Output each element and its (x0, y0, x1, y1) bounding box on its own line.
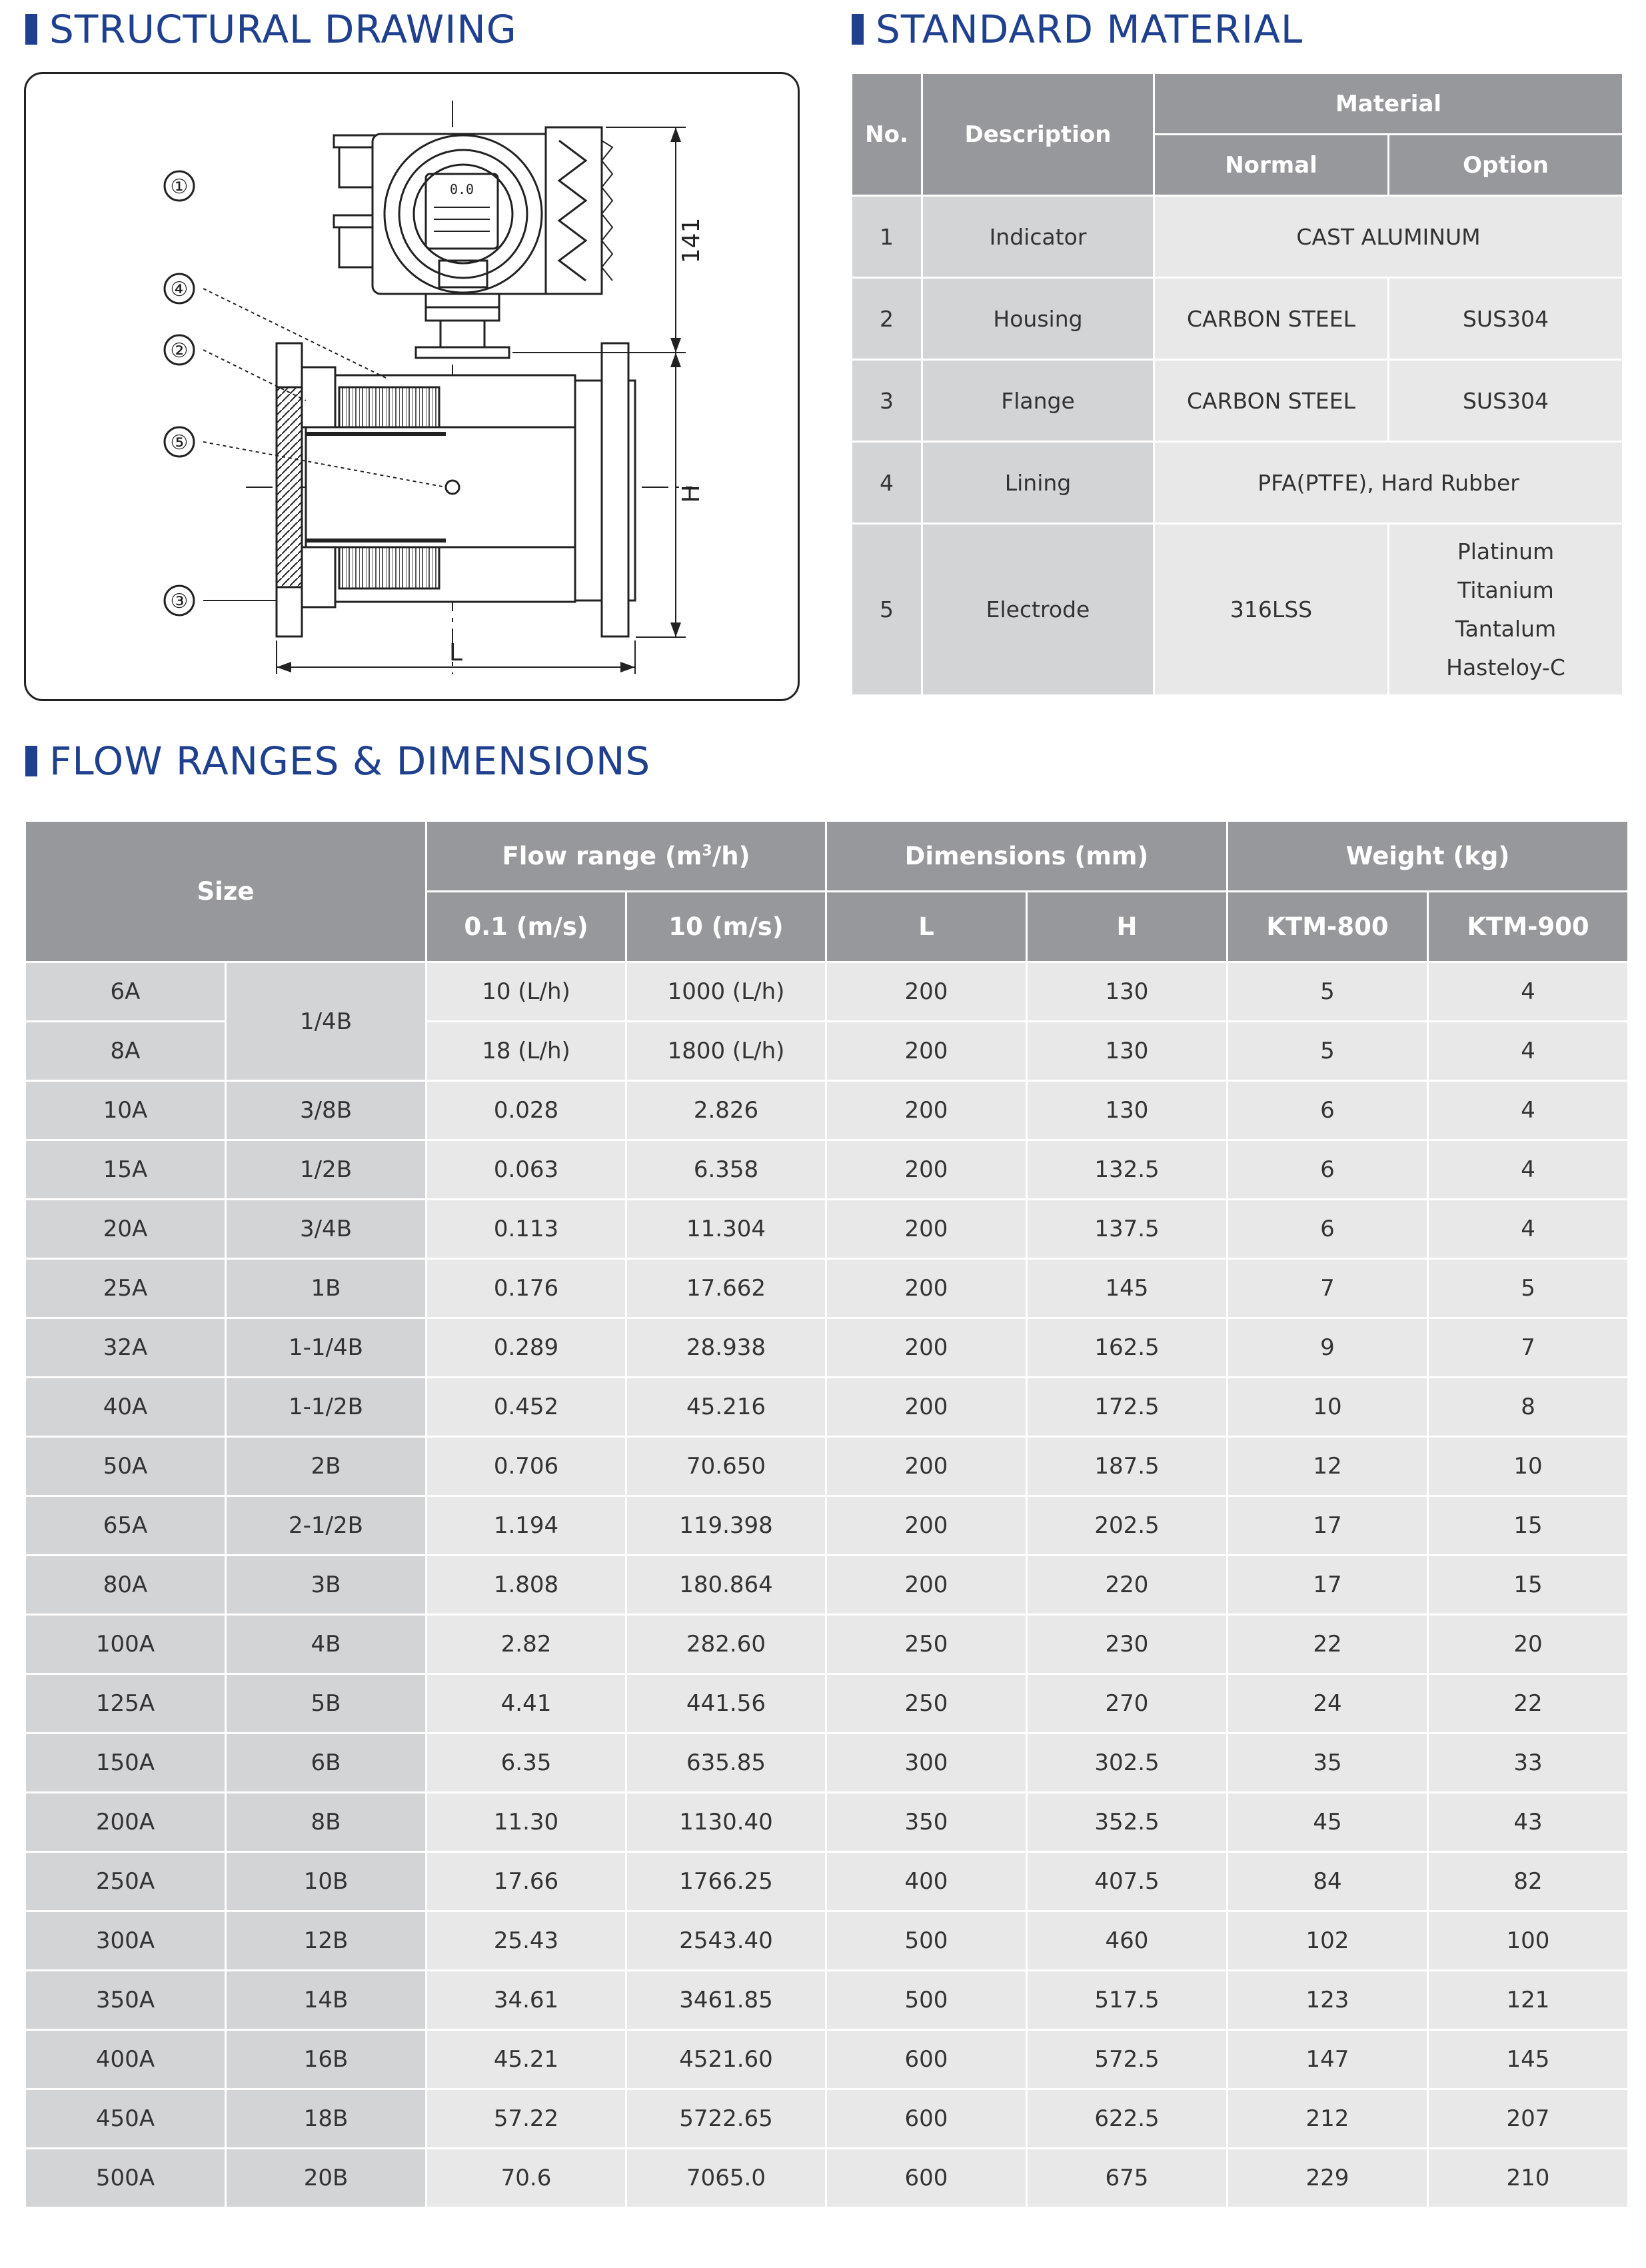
weight-ktm800-cell: 5 (1228, 1022, 1428, 1081)
weight-ktm900-cell: 4 (1428, 1200, 1629, 1259)
row-material: CAST ALUMINUM (1154, 196, 1623, 278)
dimension-h-cell: 172.5 (1027, 1378, 1228, 1437)
header-description: Description (922, 73, 1154, 196)
weight-ktm800-cell: 12 (1228, 1437, 1428, 1496)
size-a-cell: 250A (25, 1852, 226, 1911)
table-row (25, 1733, 1629, 1793)
dimension-h-cell: 352.5 (1027, 1793, 1228, 1852)
size-a-cell: 200A (25, 1793, 226, 1852)
size-b-cell: 4B (226, 1615, 426, 1674)
flow-10-cell: 1130.40 (626, 1793, 826, 1852)
table-row (25, 1615, 1629, 1674)
dimension-l-cell: 200 (826, 1081, 1027, 1140)
row-normal: 316LSS (1154, 524, 1389, 696)
table-row (25, 1556, 1629, 1615)
flow-01-cell: 2.82 (426, 1615, 626, 1674)
size-a-cell: 32A (25, 1318, 226, 1378)
flow-01-cell: 0.706 (426, 1437, 626, 1496)
dimension-l-cell: 200 (826, 1140, 1027, 1200)
row-no: 2 (852, 278, 922, 360)
size-a-cell: 150A (25, 1733, 226, 1793)
callout-2: ② (170, 339, 189, 363)
dimension-l-cell: 200 (826, 1378, 1027, 1437)
standard-material-table (850, 72, 1624, 696)
option-tantalum: Tantalum (1455, 615, 1557, 642)
size-b-cell: 3/8B (226, 1081, 426, 1140)
callout-5: ⑤ (170, 431, 189, 455)
dimension-l-cell: 250 (826, 1674, 1027, 1733)
weight-ktm800-cell: 45 (1228, 1793, 1428, 1852)
weight-ktm800-cell: 6 (1228, 1140, 1428, 1200)
size-a-cell: 350A (25, 1971, 226, 2030)
row-no: 4 (852, 442, 922, 524)
flow-10-cell: 17.662 (626, 1259, 826, 1318)
dimension-l: L (448, 639, 463, 666)
weight-ktm800-cell: 6 (1228, 1081, 1428, 1140)
row-description: Electrode (922, 524, 1154, 696)
dimension-h-cell: 130 (1027, 1022, 1228, 1081)
dimension-l-cell: 500 (826, 1911, 1027, 1971)
size-b-cell: 3B (226, 1556, 426, 1615)
weight-ktm800-cell: 229 (1228, 2149, 1428, 2208)
weight-ktm900-cell: 8 (1428, 1378, 1629, 1437)
row-option: SUS304 (1389, 278, 1623, 360)
table-row (25, 1911, 1629, 1971)
dimension-l-cell: 200 (826, 1556, 1027, 1615)
size-b-cell: 1B (226, 1259, 426, 1318)
table-row (25, 1852, 1629, 1911)
flow-01-cell: 18 (L/h) (426, 1022, 626, 1081)
size-b-cell: 1-1/2B (226, 1378, 426, 1437)
flow-10-cell: 1000 (L/h) (626, 962, 826, 1022)
header-dimensions: Dimensions (mm) (826, 821, 1228, 892)
flow-10-cell: 119.398 (626, 1496, 826, 1556)
dimension-h-cell: 517.5 (1027, 1971, 1228, 2030)
flow-10-cell: 45.216 (626, 1378, 826, 1437)
weight-ktm800-cell: 35 (1228, 1733, 1428, 1793)
size-b-cell: 6B (226, 1733, 426, 1793)
dimension-l-cell: 200 (826, 1437, 1027, 1496)
dimension-h: H (678, 485, 705, 503)
weight-ktm900-cell: 5 (1428, 1259, 1629, 1318)
size-a-cell: 40A (25, 1378, 226, 1437)
dimension-h-cell: 302.5 (1027, 1733, 1228, 1793)
flow-10-cell: 11.304 (626, 1200, 826, 1259)
weight-ktm800-cell: 24 (1228, 1674, 1428, 1733)
weight-ktm900-cell: 100 (1428, 1911, 1629, 1971)
dimension-141: 141 (678, 217, 705, 264)
table-row (25, 1971, 1629, 2030)
table-row (25, 1259, 1629, 1318)
dimension-l-cell: 200 (826, 1496, 1027, 1556)
row-description: Housing (922, 278, 1154, 360)
header-velocity-01: 0.1 (m/s) (426, 892, 626, 962)
row-description: Flange (922, 360, 1154, 442)
flow-01-cell: 0.113 (426, 1200, 626, 1259)
flow-10-cell: 28.938 (626, 1318, 826, 1378)
flow-10-cell: 7065.0 (626, 2149, 826, 2208)
dimension-h-cell: 230 (1027, 1615, 1228, 1674)
size-a-cell: 100A (25, 1615, 226, 1674)
dimension-l-cell: 200 (826, 1022, 1027, 1081)
flow-ranges-title-text: FLOW RANGES & DIMENSIONS (49, 738, 651, 784)
size-a-cell: 300A (25, 1911, 226, 1971)
weight-ktm800-cell: 147 (1228, 2030, 1428, 2089)
title-bar (852, 14, 864, 45)
row-description: Indicator (922, 196, 1154, 278)
flow-01-cell: 4.41 (426, 1674, 626, 1733)
dimension-l-cell: 400 (826, 1852, 1027, 1911)
flow-10-cell: 1800 (L/h) (626, 1022, 826, 1081)
weight-ktm900-cell: 210 (1428, 2149, 1629, 2208)
flow-01-cell: 17.66 (426, 1852, 626, 1911)
material-row (852, 360, 1623, 442)
flow-table-body (25, 962, 1629, 2208)
table-row (25, 1437, 1629, 1496)
callout-1: ① (170, 175, 189, 199)
dimension-l-cell: 200 (826, 962, 1027, 1022)
size-b-cell: 1/4B (226, 962, 426, 1081)
weight-ktm900-cell: 121 (1428, 1971, 1629, 2030)
flow-ranges-title (25, 738, 650, 784)
weight-ktm800-cell: 84 (1228, 1852, 1428, 1911)
flow-01-cell: 11.30 (426, 1793, 626, 1852)
header-ktm-900: KTM-900 (1428, 892, 1629, 962)
size-a-cell: 450A (25, 2089, 226, 2149)
row-normal: CARBON STEEL (1154, 278, 1389, 360)
weight-ktm800-cell: 102 (1228, 1911, 1428, 1971)
size-a-cell: 500A (25, 2149, 226, 2208)
flow-01-cell: 10 (L/h) (426, 962, 626, 1022)
dimension-l-cell: 200 (826, 1200, 1027, 1259)
weight-ktm800-cell: 10 (1228, 1378, 1428, 1437)
dimension-l-cell: 250 (826, 1615, 1027, 1674)
weight-ktm900-cell: 207 (1428, 2089, 1629, 2149)
size-b-cell: 8B (226, 1793, 426, 1852)
flow-10-cell: 282.60 (626, 1615, 826, 1674)
flow-10-cell: 1766.25 (626, 1852, 826, 1911)
header-weight: Weight (kg) (1228, 821, 1629, 892)
flow-10-cell: 6.358 (626, 1140, 826, 1200)
flow-10-cell: 2.826 (626, 1081, 826, 1140)
size-b-cell: 1-1/4B (226, 1318, 426, 1378)
dimension-l-cell: 300 (826, 1733, 1027, 1793)
flow-10-cell: 3461.85 (626, 1971, 826, 2030)
dimension-h-cell: 407.5 (1027, 1852, 1228, 1911)
size-a-cell: 50A (25, 1437, 226, 1496)
row-option: SUS304 (1389, 360, 1623, 442)
size-b-cell: 2-1/2B (226, 1496, 426, 1556)
callout-3: ③ (170, 590, 189, 613)
weight-ktm900-cell: 4 (1428, 1140, 1629, 1200)
table-row (25, 1496, 1629, 1556)
flow-01-cell: 70.6 (426, 2149, 626, 2208)
weight-ktm800-cell: 7 (1228, 1259, 1428, 1318)
dimension-l-cell: 200 (826, 1259, 1027, 1318)
flow-10-cell: 4521.60 (626, 2030, 826, 2089)
standard-material-title (852, 7, 1303, 52)
weight-ktm900-cell: 4 (1428, 1081, 1629, 1140)
weight-ktm900-cell: 15 (1428, 1556, 1629, 1615)
weight-ktm800-cell: 22 (1228, 1615, 1428, 1674)
flow-10-cell: 635.85 (626, 1733, 826, 1793)
weight-ktm900-cell: 4 (1428, 962, 1629, 1022)
dimension-h-cell: 187.5 (1027, 1437, 1228, 1496)
flow-10-cell: 180.864 (626, 1556, 826, 1615)
material-row (852, 196, 1623, 278)
weight-ktm900-cell: 10 (1428, 1437, 1629, 1496)
weight-ktm800-cell: 9 (1228, 1318, 1428, 1378)
dimension-h-cell: 130 (1027, 1081, 1228, 1140)
weight-ktm900-cell: 33 (1428, 1733, 1629, 1793)
weight-ktm800-cell: 17 (1228, 1496, 1428, 1556)
table-row (25, 1674, 1629, 1733)
size-b-cell: 10B (226, 1852, 426, 1911)
option-hasteloy: Hasteloy-C (1446, 654, 1565, 680)
material-row (852, 524, 1623, 696)
table-row (25, 2089, 1629, 2149)
standard-material-title-text: STANDARD MATERIAL (876, 7, 1303, 52)
size-a-cell: 6A (25, 962, 226, 1022)
weight-ktm800-cell: 212 (1228, 2089, 1428, 2149)
table-row (25, 962, 1629, 1022)
header-flow-range (426, 821, 826, 892)
dimension-l-cell: 350 (826, 1793, 1027, 1852)
row-no: 1 (852, 196, 922, 278)
dimension-h-cell: 202.5 (1027, 1496, 1228, 1556)
dimension-h-cell: 145 (1027, 1259, 1228, 1318)
material-row (852, 278, 1623, 360)
dimension-h-cell: 132.5 (1027, 1140, 1228, 1200)
flow-01-cell: 6.35 (426, 1733, 626, 1793)
weight-ktm900-cell: 20 (1428, 1615, 1629, 1674)
table-row (25, 1318, 1629, 1378)
header-option: Option (1389, 135, 1623, 196)
flow-01-cell: 57.22 (426, 2089, 626, 2149)
dimension-l-cell: 200 (826, 1318, 1027, 1378)
table-row (25, 1140, 1629, 1200)
size-a-cell: 8A (25, 1022, 226, 1081)
header-flow-range-sup: 3 (702, 842, 712, 860)
title-bar (25, 746, 37, 776)
table-row (25, 1200, 1629, 1259)
size-a-cell: 125A (25, 1674, 226, 1733)
weight-ktm800-cell: 6 (1228, 1200, 1428, 1259)
size-b-cell: 18B (226, 2089, 426, 2149)
weight-ktm800-cell: 123 (1228, 1971, 1428, 2030)
structural-drawing-title-text: STRUCTURAL DRAWING (49, 7, 517, 52)
header-velocity-10: 10 (m/s) (626, 892, 826, 962)
dimension-h-cell: 220 (1027, 1556, 1228, 1615)
row-option-list (1389, 524, 1623, 696)
flow-01-cell: 45.21 (426, 2030, 626, 2089)
svg-text:0.0: 0.0 (449, 181, 474, 197)
option-platinum: Platinum (1457, 538, 1555, 565)
dimension-h-cell: 460 (1027, 1911, 1228, 1971)
size-a-cell: 400A (25, 2030, 226, 2089)
size-a-cell: 80A (25, 1556, 226, 1615)
structural-drawing-title (25, 7, 517, 52)
title-bar (25, 14, 37, 45)
flowmeter-drawing (26, 74, 802, 703)
dimension-h-cell: 622.5 (1027, 2089, 1228, 2149)
weight-ktm800-cell: 5 (1228, 962, 1428, 1022)
dimension-h-cell: 137.5 (1027, 1200, 1228, 1259)
dimension-l-cell: 600 (826, 2089, 1027, 2149)
dimension-h-cell: 162.5 (1027, 1318, 1228, 1378)
flow-10-cell: 441.56 (626, 1674, 826, 1733)
table-row (25, 2149, 1629, 2208)
row-description: Lining (922, 442, 1154, 524)
dimension-h-cell: 130 (1027, 962, 1228, 1022)
size-b-cell: 14B (226, 1971, 426, 2030)
flow-01-cell: 0.289 (426, 1318, 626, 1378)
header-flow-range-tail: /h) (712, 842, 750, 870)
weight-ktm900-cell: 4 (1428, 1022, 1629, 1081)
header-size: Size (25, 821, 426, 962)
dimension-h-cell: 270 (1027, 1674, 1228, 1733)
material-row (852, 442, 1623, 524)
header-material: Material (1154, 73, 1623, 135)
row-material: PFA(PTFE), Hard Rubber (1154, 442, 1623, 524)
structural-drawing (24, 72, 800, 701)
flow-01-cell: 0.452 (426, 1378, 626, 1437)
size-b-cell: 20B (226, 2149, 426, 2208)
header-flow-range-text: Flow range (m (502, 842, 702, 870)
size-a-cell: 65A (25, 1496, 226, 1556)
header-h: H (1027, 892, 1228, 962)
row-normal: CARBON STEEL (1154, 360, 1389, 442)
dimension-h-cell: 572.5 (1027, 2030, 1228, 2089)
size-b-cell: 1/2B (226, 1140, 426, 1200)
size-a-cell: 20A (25, 1200, 226, 1259)
flow-10-cell: 70.650 (626, 1437, 826, 1496)
header-l: L (826, 892, 1027, 962)
flow-01-cell: 0.176 (426, 1259, 626, 1318)
weight-ktm900-cell: 15 (1428, 1496, 1629, 1556)
dimension-l-cell: 600 (826, 2149, 1027, 2208)
size-b-cell: 5B (226, 1674, 426, 1733)
weight-ktm900-cell: 43 (1428, 1793, 1629, 1852)
callout-4: ④ (170, 278, 189, 301)
table-row (25, 1793, 1629, 1852)
weight-ktm800-cell: 17 (1228, 1556, 1428, 1615)
size-b-cell: 3/4B (226, 1200, 426, 1259)
size-a-cell: 25A (25, 1259, 226, 1318)
size-b-cell: 16B (226, 2030, 426, 2089)
weight-ktm900-cell: 145 (1428, 2030, 1629, 2089)
header-normal: Normal (1154, 135, 1389, 196)
flow-ranges-table (24, 820, 1629, 2209)
weight-ktm900-cell: 7 (1428, 1318, 1629, 1378)
flow-01-cell: 1.194 (426, 1496, 626, 1556)
dimension-l-cell: 600 (826, 2030, 1027, 2089)
flow-01-cell: 0.063 (426, 1140, 626, 1200)
size-a-cell: 15A (25, 1140, 226, 1200)
weight-ktm900-cell: 82 (1428, 1852, 1629, 1911)
row-no: 5 (852, 524, 922, 696)
weight-ktm900-cell: 22 (1428, 1674, 1629, 1733)
dimension-h-cell: 675 (1027, 2149, 1228, 2208)
dimension-l-cell: 500 (826, 1971, 1027, 2030)
table-row (25, 1081, 1629, 1140)
flow-01-cell: 25.43 (426, 1911, 626, 1971)
flow-10-cell: 5722.65 (626, 2089, 826, 2149)
table-row (25, 2030, 1629, 2089)
row-no: 3 (852, 360, 922, 442)
flow-01-cell: 0.028 (426, 1081, 626, 1140)
option-titanium: Titanium (1457, 576, 1554, 603)
flow-01-cell: 34.61 (426, 1971, 626, 2030)
header-ktm-800: KTM-800 (1228, 892, 1428, 962)
table-row (25, 1378, 1629, 1437)
header-no: No. (852, 73, 922, 196)
size-b-cell: 12B (226, 1911, 426, 1971)
flow-01-cell: 1.808 (426, 1556, 626, 1615)
size-b-cell: 2B (226, 1437, 426, 1496)
flow-10-cell: 2543.40 (626, 1911, 826, 1971)
size-a-cell: 10A (25, 1081, 226, 1140)
